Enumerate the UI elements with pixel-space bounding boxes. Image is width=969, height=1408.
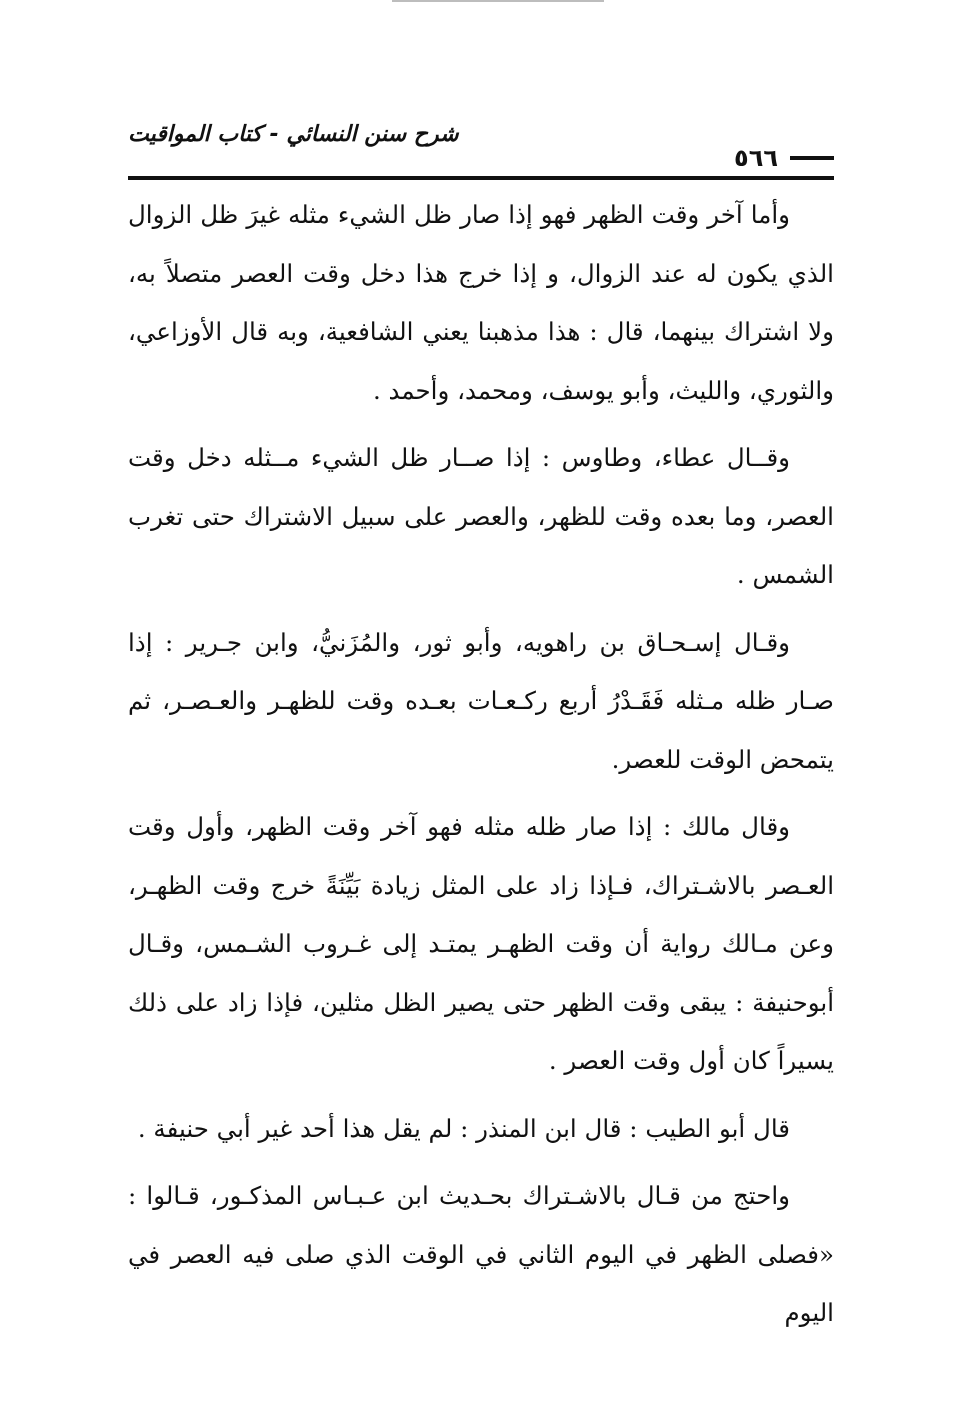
header-rule bbox=[128, 176, 834, 180]
paragraph-5: قال أبو الطيب : قال ابن المنذر : لم يقل هذا أحد غير أبي حنيفة . bbox=[137, 1113, 790, 1143]
paragraph-3: وقـال إسـحـاق بن راهويه، وأبو ثور، والمُزَنيُّ، وابن جـرير : إذا صـار ظله مـثله فَقَـدْرُ أربع ركـعـات بعـده وقت للظهـر والعـصـر، ثم يتمحض الوقت للعصر. bbox=[128, 627, 834, 774]
page-number: ٥٦٦ bbox=[734, 144, 778, 172]
paragraph-6: واحتج من قـال بالاشـتراك بحـديث ابن عـبـاس المذكـور، قـالوا : «فصلى الظهر في اليوم الثاني في الوقت الذي صلى فيه العصر في اليوم bbox=[128, 1181, 834, 1327]
page-header bbox=[128, 118, 834, 180]
body-text bbox=[128, 186, 834, 1352]
scan-edge-line bbox=[392, 0, 604, 2]
paragraph-1: وأما آخر وقت الظهر فهو إذا صار ظل الشيء مثله غيرَ ظل الزوال الذي يكون له عند الزوال، و إذا خرج هذا دخل وقت العصر متصلاً به، ولا اشتراك بينهما، قال : هذا مذهبنا يعني الشافعية، وبه قال الأوزاعي، والثوري، والليث، وأبو يوسف، ومحمد، وأحمد . bbox=[128, 200, 834, 405]
paragraph-2: وقــال عطاء، وطاوس : إذا صــار ظل الشيء مــثله دخل وقت العصر، وما بعده وقت للظهر، والعصر على سبيل الاشتراك حتى تغرب الشمس . bbox=[128, 443, 834, 589]
running-title: شرح سنن النسائي - كتاب المواقيت bbox=[128, 122, 459, 147]
page-number-group bbox=[734, 144, 834, 172]
paragraph-4: وقال مالك : إذا صار ظله مثله فهو آخر وقت الظهر، وأول وقت العـصر بالاشـتراك، فـإذا زاد على المثل زيادة بَيِّنَةً خرج وقت الظهـر، وعن مـالك رواية أن وقت الظهـر يمتـد إلى غـروب الشـمس، وقـال أبوحنيفة : يبقى وقت الظهر حتى يصير الظل مثلين، فإذا زاد على ذلك يسيراً كان أول وقت العصر . bbox=[128, 812, 834, 1075]
page-number-dash bbox=[790, 156, 834, 160]
